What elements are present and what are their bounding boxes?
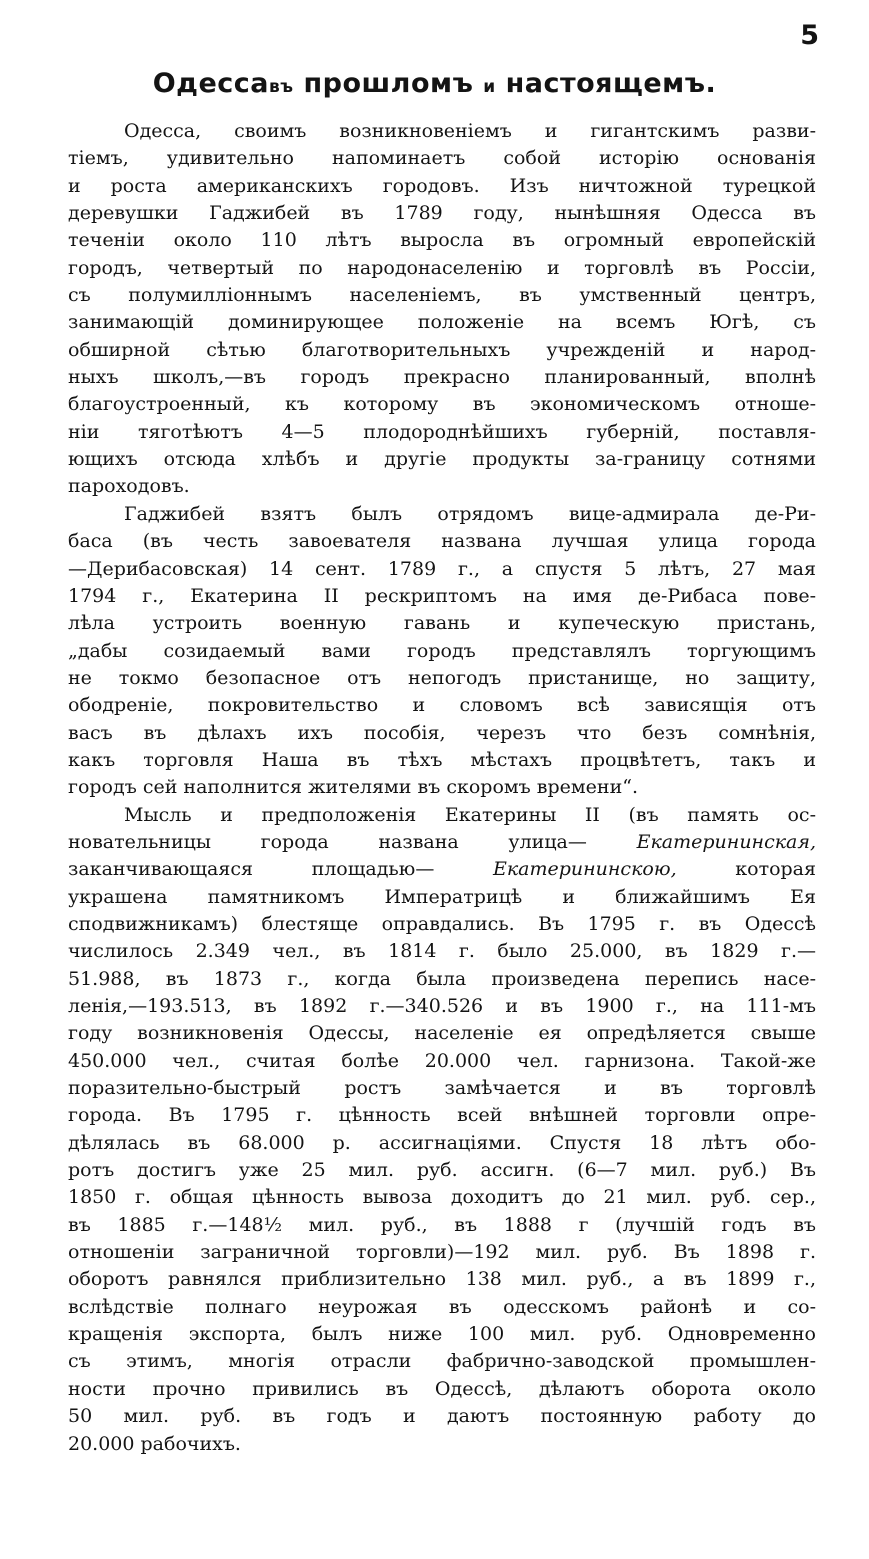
text-line: —Дерибасовская) 14 сент. 1789 г., а спустя 5 лѣтъ, 27 мая [68,557,816,580]
text-line: 1794 г., Екатерина II рескриптомъ на имя де-Рибаса пове- [68,584,816,607]
text-line: пароходовъ. [68,475,190,498]
text-line: лѣла устроить военную гавань и купеческую пристань, [68,612,816,635]
text-line: сподвижникамъ) блестяще оправдались. Въ 1795 г. въ Одессѣ [68,912,816,935]
text-line: васъ въ дѣлахъ ихъ пособія, черезъ что безъ сомнѣнія, [68,721,816,744]
text-line: Мысль и предположенія Екатерины II (въ память ос- [124,803,816,826]
text-line: ротъ достигъ уже 25 мил. руб. ассигн. (6—7 мил. руб.) Въ [68,1159,816,1182]
square-name-italic: Екатерининскою, [492,858,677,881]
text-line: кращенія экспорта, былъ ниже 100 мил. руб. Одновременно [68,1323,816,1346]
text-line: деревушки Гаджибей въ 1789 году, нынѣшняя Одесса въ [68,202,816,225]
title-word-proshlom: прошломъ [303,68,474,99]
text-line: и роста американскихъ городовъ. Изъ ничтожной турецкой [68,174,816,197]
text-line: ющихъ отсюда хлѣбъ и другіе продукты за-границу сотнями [68,448,816,471]
text-line: 20.000 рабочихъ. [68,1432,241,1455]
text-line: дѣлялась въ 68.000 р. ассигнаціями. Спустя 18 лѣтъ обо- [68,1131,816,1154]
text-line: числилось 2.349 чел., въ 1814 г. было 25.000, въ 1829 г.— [68,940,816,963]
text-line: теченіи около 110 лѣтъ выросла въ огромный европейскій [68,229,816,252]
text-line: въ 1885 г.—148½ мил. руб., въ 1888 г (лучшій годъ въ [68,1213,816,1236]
text-line: „дабы созидаемый вами городъ представлялъ торгующимъ [68,639,816,662]
text-line: Гаджибей взятъ былъ отрядомъ вице-адмирала де-Ри- [124,502,816,525]
page-number: 5 [800,20,819,51]
text-line [68,856,816,883]
text-line: съ этимъ, многія отрасли фабрично-заводской промышлен- [68,1350,816,1373]
page-title [0,68,869,99]
text-line: ніи тяготѣютъ 4—5 плодороднѣйшихъ губерній, поставля- [68,420,816,443]
text-line: обширной сѣтью благотворительныхъ учрежденій и народ- [68,338,816,361]
text-fragment: которая [735,858,816,881]
text-line: тіемъ, удивительно напоминаетъ собой исторію основанія [68,147,816,170]
text-line: баса (въ честь завоевателя названа лучшая улица города [68,530,816,553]
text-line: съ полумилліоннымъ населеніемъ, въ умственный центръ, [68,284,816,307]
text-line: городъ, четвертый по народонаселенію и торговлѣ въ Россіи, [68,256,816,279]
text-fragment: новательницы города названа улица— [68,830,587,853]
text-line: благоустроенный, къ которому въ экономическомъ отноше- [68,393,816,416]
text-line: отношеніи заграничной торговли)—192 мил. руб. Въ 1898 г. [68,1241,816,1264]
text-line: Одесса, своимъ возникновеніемъ и гигантскимъ разви- [124,120,816,142]
text-fragment: заканчивающаяся площадью— [68,858,435,881]
text-line: ности прочно привились въ Одессѣ, дѣлаютъ оборота около [68,1377,816,1400]
text-line: не токмо безопасное отъ непогодъ пристанище, но защиту, [68,666,816,689]
text-line: 50 мил. руб. въ годъ и даютъ постоянную работу до [68,1405,816,1428]
text-line: ободреніе, покровительство и словомъ всѣ зависящія отъ [68,694,816,717]
text-line: какъ торговля Наша въ тѣхъ мѣстахъ процвѣтетъ, такъ и [68,748,816,771]
text-line: украшена памятникомъ Императрицѣ и ближайшимъ Ея [68,885,816,908]
text-line: поразительно-быстрый ростъ замѣчается и въ торговлѣ [68,1077,816,1100]
text-line: 51.988, въ 1873 г., когда была произведена перепись насе- [68,967,816,990]
title-word-i: и [483,77,496,97]
text-line: ленія,—193.513, въ 1892 г.—340.526 и въ 1900 г., на 111-мъ [68,995,816,1017]
text-line: вслѣдствіе полнаго неурожая въ одесскомъ районѣ и со- [68,1295,816,1318]
text-line: оборотъ равнялся приблизительно 138 мил. руб., а въ 1899 г., [68,1268,816,1291]
text-line: городъ сей наполнится жителями въ скоромъ времени“. [68,776,639,799]
title-word-v: въ [269,77,294,97]
article-body [68,118,816,1458]
title-word-nastoyashchem: настоящемъ. [505,68,717,99]
text-line [68,829,816,856]
text-line: 450.000 чел., считая болѣе 20.000 чел. гарнизона. Такой-же [68,1049,816,1072]
text-line: году возникновенія Одессы, населеніе ея опредѣляется свыше [68,1022,816,1045]
text-line: ныхъ школъ,—въ городъ прекрасно планированный, вполнѣ [68,366,816,389]
text-line: города. Въ 1795 г. цѣнность всей внѣшней торговли опре- [68,1104,816,1127]
text-line: занимающій доминирующее положеніе на всемъ Югѣ, съ [68,311,816,334]
street-name-italic: Екатерининская, [636,830,816,853]
title-word-odessa: Одесса [152,68,270,99]
text-line: 1850 г. общая цѣнность вывоза доходитъ до 21 мил. руб. сер., [68,1186,816,1209]
